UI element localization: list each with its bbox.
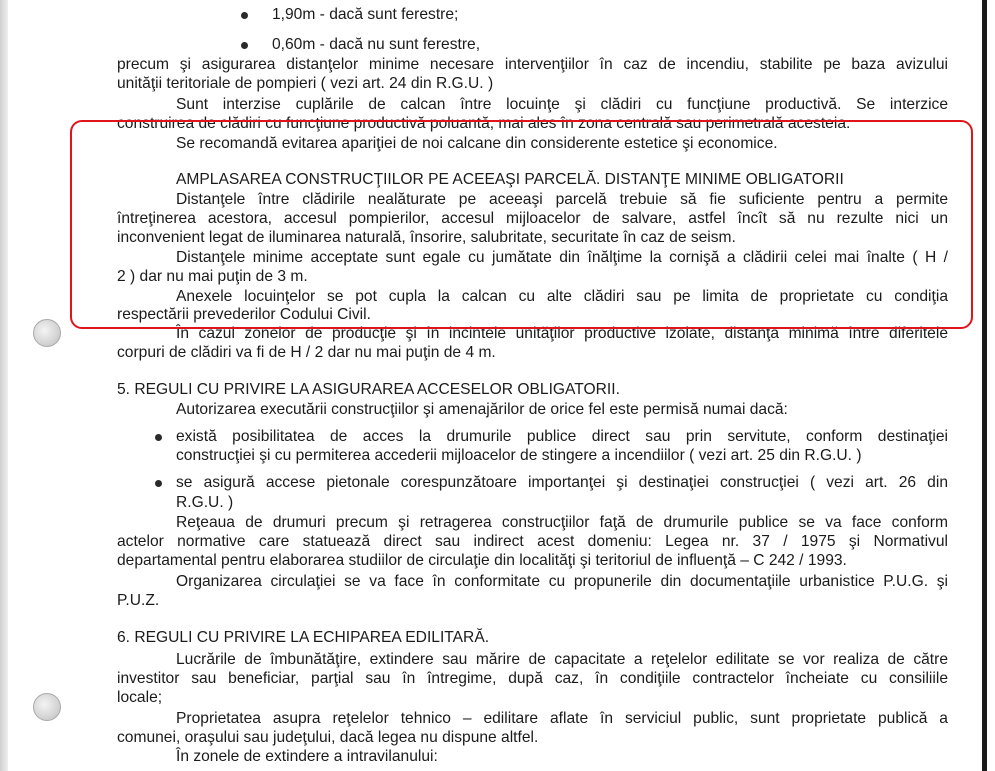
paragraph-line: respectării prevederilor Codului Civil.: [117, 306, 371, 323]
paragraph-line: investitor sau beneficiar, parţial sau în întregime, după caz, în condiţiile contractelor încheiate cu consiliile: [117, 670, 948, 687]
scan-left-edge: [0, 0, 8, 771]
paragraph-line: întreţinerea acestora, accesul pompierilor, accesul mijloacelor de salvare, astfel încît să nu rezulte nici un: [117, 210, 948, 227]
highlight-box: [70, 120, 973, 329]
paragraph-line: departamental pentru elaborarea studiilor de circulaţie din localităţi şi teritoriul de influenţă – C 242 / 1993.: [117, 552, 847, 569]
paragraph-line: Autorizarea executării construcţiilor şi amenajărilor de orice fel este permisă numai dacă:: [176, 401, 788, 418]
paragraph-line: Reţeaua de drumuri precum şi retragerea construcţiilor faţă de drumurile publice se va face conform: [176, 514, 948, 531]
paragraph-line: Distanţele minime acceptate sunt egale cu jumătate din înălţime la cornişă a clădirii celei mai înalte ( H /: [176, 249, 948, 266]
punch-hole: [33, 319, 61, 347]
paragraph-line: actelor normative care statuează direct sau indirect acest domeniu: Legea nr. 37 / 1975 şi Normativul: [117, 533, 948, 550]
paragraph-line: Se recomandă evitarea apariţiei de noi calcane din considerente estetice şi economice.: [176, 135, 778, 152]
paragraph-line: Proprietatea asupra reţelelor tehnico – edilitare aflate în serviciul public, sunt proprietate publică a: [176, 710, 948, 727]
paragraph-line: inconvenient legat de iluminarea naturală, însorire, salubritate, securitate în caz de seism.: [117, 229, 736, 246]
paragraph-line: P.U.Z.: [117, 592, 160, 609]
paragraph-line: Distanţele între clădirile nealăturate pe aceeaşi parcelă trebuie să fie suficiente pentru a permite: [176, 191, 948, 208]
paragraph-line: unităţii teritoriale de pompieri ( vezi art. 24 din R.G.U. ): [117, 75, 494, 92]
paragraph-line: Organizarea circulaţiei se va face în conformitate cu propunerile din documentaţiile urbanistice P.U.G. şi: [176, 573, 948, 590]
paragraph-line: Sunt interzise cuplările de calcan între locuinţe şi clădiri cu funcţiune productivă. Se interzice: [176, 96, 948, 113]
bullet-item: 0,60m - dacă nu sunt ferestre,: [272, 36, 481, 53]
section-heading: 6. REGULI CU PRIVIRE LA ECHIPAREA EDILITARĂ.: [117, 629, 490, 646]
paragraph-line: construirea de clădiri cu funcţiune productivă poluantă, mai ales în zona centrală sau perimetrală acesteia.: [117, 115, 851, 132]
bullet-item: se asigură accese pietonale corespunzătoare importanţei şi destinaţiei construcţiei ( vezi art. 26 din: [176, 474, 948, 491]
bullet-dot: [241, 12, 248, 19]
bullet-dot: [155, 480, 162, 487]
paragraph-line: precum şi asigurarea distanţelor minime necesare intervenţiilor în caz de incendiu, stabilite pe baza avizului: [117, 56, 948, 73]
bullet-item: 1,90m - dacă sunt ferestre;: [272, 6, 459, 23]
paragraph-line: Anexele locuinţelor se pot cupla la calcan cu alte clădiri sau pe limita de proprietate cu condiţia: [176, 288, 948, 305]
punch-hole: [33, 693, 61, 721]
paragraph-line: În zonele de extindere a intravilanului:: [176, 748, 438, 765]
paragraph-line: comunei, oraşului sau judeţului, dacă legea nu dispune altfel.: [117, 729, 539, 746]
paragraph-line: În cazul zonelor de producţie şi în incintele unităţilor productive izolate, distanţa minimă între diferitele: [176, 325, 948, 342]
paragraph-line: locale;: [117, 689, 163, 706]
paragraph-line: Lucrările de îmbunătăţire, extindere sau mărire de capacitate a reţelelor edilitate se vor realiza de către: [176, 651, 948, 668]
section-heading: 5. REGULI CU PRIVIRE LA ASIGURAREA ACCESELOR OBLIGATORII.: [117, 381, 620, 398]
bullet-dot: [155, 434, 162, 441]
scan-right-edge: [982, 0, 987, 771]
paragraph-line: 2 ) dar nu mai puţin de 3 m.: [117, 268, 308, 285]
bullet-item: există posibilitatea de acces la drumurile publice direct sau prin servitute, conform destinaţiei: [176, 428, 948, 445]
paragraph-line: corpuri de clădiri va fi de H / 2 dar nu mai puţin de 4 m.: [117, 344, 496, 361]
bullet-item: R.G.U. ): [176, 494, 234, 511]
bullet-item: construcţiei şi cu permiterea accederii mijloacelor de stingere a incendiilor ( vezi art. 25 din R.G.U. ): [176, 447, 862, 464]
bullet-dot: [241, 42, 248, 49]
section-heading: AMPLASAREA CONSTRUCŢIILOR PE ACEEAŞI PARCELĂ. DISTANŢE MINIME OBLIGATORII: [176, 171, 844, 188]
